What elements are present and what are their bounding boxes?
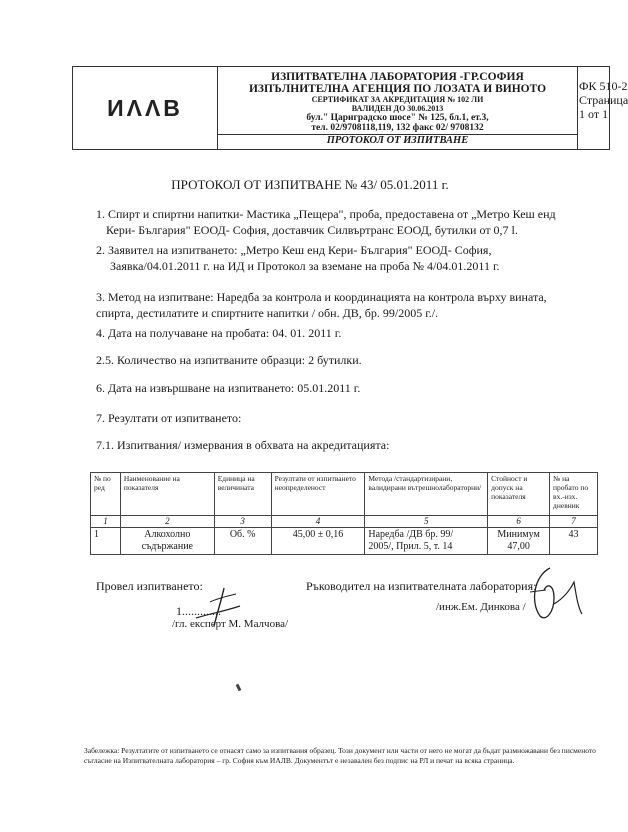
form-info <box>579 79 628 121</box>
item-1-line-b: Кери- България" ЕООД- София, доставчик Силвъртранс ЕООД, бутилки от 0,7 l. <box>106 223 518 237</box>
indicator-name-b: съдържание <box>141 541 193 552</box>
header-cell: Стойност и допуск на показателя <box>488 473 550 516</box>
results-table <box>90 472 598 555</box>
column-number: 6 <box>488 516 550 528</box>
limit-b: 47,00 <box>507 541 530 552</box>
footer-note: Забележка: Резултатите от изпитването се отнасят само за изпитвания образец. Този документ или части от него не могат да бъдат размножавани без писменото съгласие на Изпитвателната лаборатория – гр. София към ИАЛВ. Документът е незавален без подпис на РЛ и печат на всяка страница. <box>84 746 596 765</box>
document-header <box>72 66 628 150</box>
logo-text: ИΛΛВ <box>107 94 183 121</box>
column-number: 4 <box>271 516 365 528</box>
header-cell: Метода /стандартизирани, валидирани вътрешнолабораторни/ <box>365 473 488 516</box>
header-cell: Резултати от изпитването неопределеност <box>271 473 365 516</box>
limit-a: Минимум <box>497 529 540 540</box>
column-number: 3 <box>214 516 271 528</box>
org-name-line1: ИЗПИТВАТЕЛНА ЛАБОРАТОРИЯ -ГР.СОФИЯ <box>271 71 524 83</box>
result-cell: 45,00 ± 0,16 <box>271 528 365 555</box>
column-number-row <box>91 516 598 528</box>
ink-speck <box>236 684 242 692</box>
item-4: 4. Дата на получаване на пробата: 04. 01. 2011 г. <box>96 326 342 340</box>
item-7-1: 7.1. Изпитвания/ измервания в обхвата на акредитацията: <box>96 438 390 452</box>
page-indicator: Страница 1 от 1 <box>579 93 628 121</box>
form-code: ФК 510-2 <box>579 79 628 93</box>
column-number: 7 <box>550 516 598 528</box>
method-cell <box>365 528 488 555</box>
header-cell: № на пробато по вх.-изх. дневник <box>550 473 598 516</box>
column-number: 1 <box>91 516 121 528</box>
limit-cell <box>488 528 550 555</box>
document-type: ПРОТОКОЛ ОТ ИЗПИТВАНЕ <box>326 135 469 146</box>
sample-number-cell: 43 <box>550 528 598 555</box>
item-2-5: 2.5. Количество на изпитваните образци: 2 бутилки. <box>96 353 362 367</box>
iavl-logo <box>73 67 218 149</box>
certificate-line: СЕРТИФИКАТ ЗА АКРЕДИТАЦИЯ № 102 ЛИ <box>311 95 484 104</box>
protocol-title: ПРОТОКОЛ ОТ ИЗПИТВАНЕ № 43/ 05.01.2011 г. <box>171 177 449 192</box>
phone-line: тел. 02/9708118,119, 132 факс 02/ 9708132 <box>311 123 484 133</box>
item-3-line-a: 3. Метод на изпитване: Наредба за контрола и координацията на контрола върху вината, <box>96 290 547 304</box>
head-name: /инж.Ем. Динкова / <box>436 601 526 613</box>
header-cell: Единица на величината <box>214 473 271 516</box>
header-cell: Наименование на показателя <box>120 473 214 516</box>
column-number: 5 <box>365 516 488 528</box>
method-a: Наредба /ДВ бр. 99/ <box>368 529 454 540</box>
method-b: 2005/, Прил. 5, т. 14 <box>368 541 453 552</box>
head-signature <box>524 564 592 626</box>
item-6: 6. Дата на извършване на изпитването: 05.01.2011 г. <box>96 381 361 395</box>
performed-by-label: Провел изпитването: <box>96 579 203 593</box>
address-line: бул." Цариградско шосе" № 125, бл.1, ет.3, <box>306 113 489 123</box>
org-name-line2: ИЗПЪЛНИТЕЛНА АГЕНЦИЯ ПО ЛОЗАТА И ВИНОТО <box>248 83 547 95</box>
unit-cell: Об. % <box>214 528 271 555</box>
indicator-name-a: Алкохолно <box>144 529 191 540</box>
header-cell: № по ред <box>91 473 121 516</box>
item-3-line-b: спирта, дестилатите и спиртните напитки / обн. ДВ, бр. 99/2005 г./. <box>96 306 439 320</box>
lab-head-label: Ръководител на изпитвателната лаборатория: <box>306 579 537 593</box>
column-number: 2 <box>120 516 214 528</box>
performer-dots: 1............. <box>176 604 221 618</box>
item-2-line-a: 2. Заявител на изпитването: „Метро Кеш енд Кери- България" ЕООД- София, <box>96 243 492 257</box>
indicator-name-cell <box>120 528 214 555</box>
row-number: 1 <box>91 528 121 555</box>
table-header-row <box>91 473 598 516</box>
performer-name: /гл. експерт М. Малчова/ <box>172 618 289 630</box>
item-1-line-a: 1. Спирт и спиртни напитки- Мастика „Пещера", проба, предоставена от „Метро Кеш енд <box>96 207 556 221</box>
table-row <box>91 528 598 555</box>
performer-signature <box>188 584 258 630</box>
item-7: 7. Резултати от изпитването: <box>96 411 242 425</box>
item-2-line-b: Заявка/04.01.2011 г. на ИД и Протокол за вземане на проба № 4/04.01.2011 г. <box>110 259 500 273</box>
lab-info <box>218 67 578 149</box>
valid-until-line: ВАЛИДЕН ДО 30.06.2013 <box>351 104 444 113</box>
